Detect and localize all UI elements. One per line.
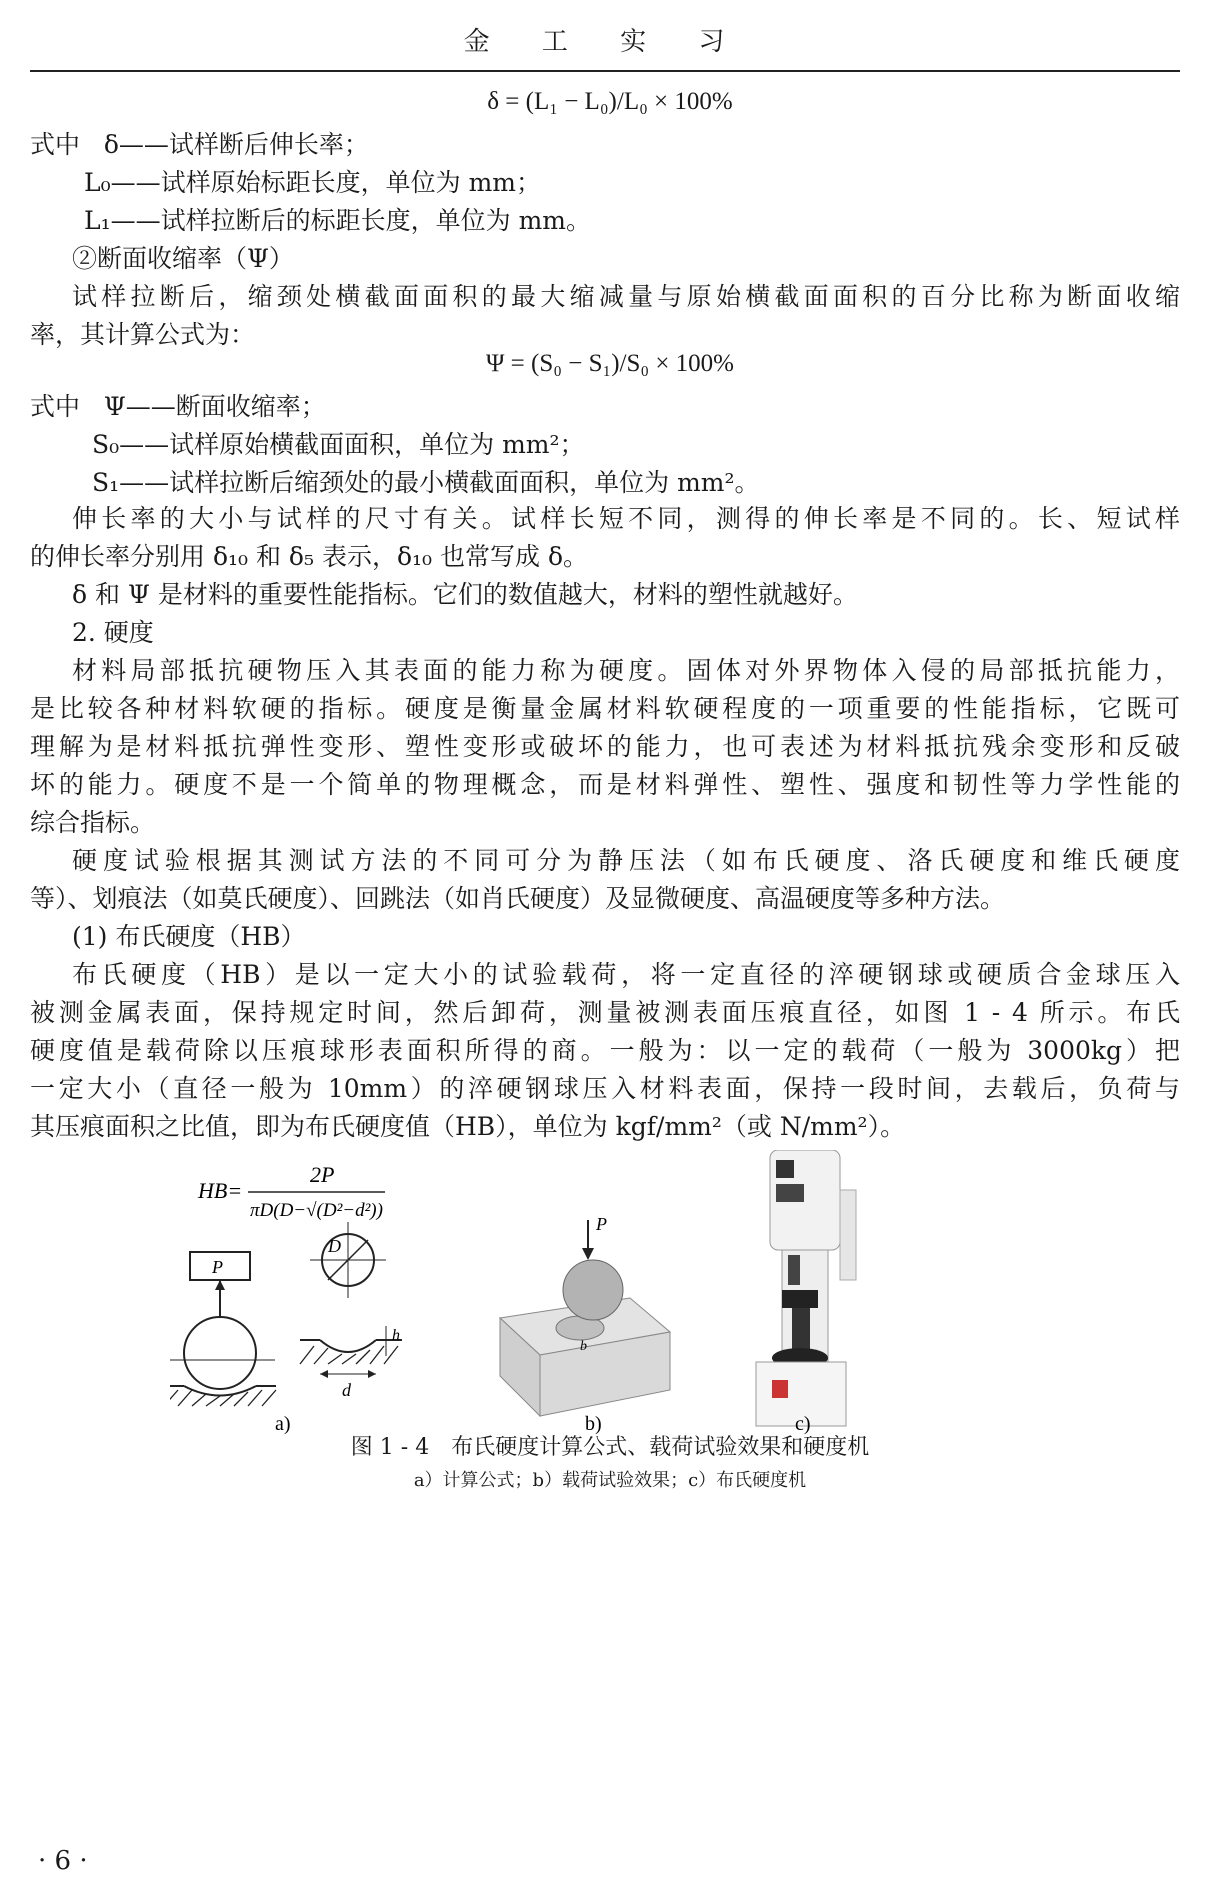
- para-hard-line4: 坏的能力。硬度不是一个简单的物理概念，而是材料弹性、塑性、强度和韧性等力学性能的: [30, 770, 1180, 799]
- label-p-box: P: [212, 1257, 223, 1277]
- para-hb-line4: 一定大小（直径一般为 10mm）的淬硬钢球压入材料表面，保持一段时间，去载后，负荷与: [30, 1074, 1180, 1103]
- fig-formula-numerator: 2P: [310, 1162, 335, 1187]
- para-hb-line5: 其压痕面积之比值，即为布氏硬度值（HB），单位为 kgf/mm²（或 N/mm²）。: [30, 1112, 906, 1141]
- figure-1-4: [170, 1150, 1050, 1690]
- figure-subcaption: a）计算公式；b）载荷试验效果；c）布氏硬度机: [413, 1470, 807, 1491]
- para-dpsi: δ 和 Ψ 是材料的重要性能指标。它们的数值越大，材料的塑性就越好。: [72, 580, 858, 609]
- indenter-ball: [184, 1317, 256, 1389]
- def1-lead: 式中 δ——试样断后伸长率；: [30, 130, 369, 159]
- para-hard-line1: 材料局部抵抗硬物压入其表面的能力称为硬度。固体对外界物体入侵的局部抵抗能力，: [72, 656, 1180, 685]
- subfig-b-label: b): [585, 1413, 602, 1435]
- fig-formula-lhs: HB=: [198, 1178, 243, 1203]
- section-hb: (1) 布氏硬度（HB）: [72, 922, 306, 951]
- def2-lead: 式中 Ψ——断面收缩率；: [30, 392, 326, 421]
- def1-l0: L₀——试样原始标距长度，单位为 mm；: [84, 168, 541, 197]
- label-indent-diameter: d: [342, 1380, 351, 1400]
- def1-l1: L₁——试样拉断后的标距长度，单位为 mm。: [84, 206, 591, 235]
- hatch-a2: [300, 1346, 398, 1364]
- panel-b-illustration: [500, 1214, 670, 1416]
- formula-elongation: δ = (L₁ − L₀)/L₀ × 100%: [487, 88, 733, 115]
- para-psi-line2: 率，其计算公式为：: [30, 320, 256, 349]
- hatch-a: [170, 1390, 276, 1406]
- para-hb-line1: 布氏硬度（HB）是以一定大小的试验载荷，将一定直径的淬硬钢球或硬质合金球压入: [72, 960, 1180, 989]
- label-b-b: b: [580, 1339, 587, 1354]
- subfig-a-label: a): [275, 1413, 291, 1435]
- para-hard-line3: 理解为是材料抵抗弹性变形、塑性变形或破坏的能力，也可表述为材料抵抗残余变形和反破: [30, 732, 1180, 761]
- label-depth: h: [392, 1327, 400, 1344]
- page-number: · 6 ·: [38, 1846, 88, 1876]
- running-header: 金 工 实 习: [30, 22, 1180, 72]
- para-test-line2: 等）、划痕法（如莫氏硬度）、回跳法（如肖氏硬度）及显微硬度、高温硬度等多种方法。: [30, 884, 1006, 913]
- label-p-b: P: [596, 1214, 607, 1234]
- subfig-c-label: c): [795, 1413, 811, 1435]
- para-hard-line5: 综合指标。: [30, 808, 156, 837]
- para-len-line2: 的伸长率分别用 δ₁₀ 和 δ₅ 表示，δ₁₀ 也常写成 δ。: [30, 542, 588, 571]
- para-hb-line3: 硬度值是载荷除以压痕球形表面积所得的商。一般为：以一定的载荷（一般为 3000kg）把: [30, 1036, 1180, 1065]
- para-test-line1: 硬度试验根据其测试方法的不同可分为静压法（如布氏硬度、洛氏硬度和维氏硬度: [72, 846, 1180, 875]
- para-len-line1: 伸长率的大小与试样的尺寸有关。试样长短不同，测得的伸长率是不同的。长、短试样: [72, 504, 1180, 533]
- section-psi: ②断面收缩率（Ψ）: [72, 244, 294, 273]
- figure-caption: 图 1 - 4 布氏硬度计算公式、载荷试验效果和硬度机: [350, 1435, 870, 1460]
- para-hb-line2: 被测金属表面，保持规定时间，然后卸荷，测量被测表面压痕直径，如图 1 - 4 所示。布氏: [30, 998, 1180, 1027]
- panel-c-machine: [756, 1150, 856, 1426]
- label-diameter: D: [328, 1236, 341, 1256]
- para-psi-line1: 试样拉断后，缩颈处横截面面积的最大缩减量与原始横截面面积的百分比称为断面收缩: [72, 282, 1180, 311]
- para-hard-line2: 是比较各种材料软硬的指标。硬度是衡量金属材料软硬程度的一项重要的性能指标，它既可: [30, 694, 1180, 723]
- def2-s0: S₀——试样原始横截面面积，单位为 mm²；: [92, 430, 585, 459]
- formula-reduction: Ψ = (S₀ − S₁)/S₀ × 100%: [485, 350, 735, 377]
- fig-formula-denominator: πD(D−√(D²−d²)): [250, 1200, 383, 1221]
- section-hardness: 2. 硬度: [72, 618, 154, 647]
- def2-s1: S₁——试样拉断后缩颈处的最小横截面面积，单位为 mm²。: [92, 468, 760, 497]
